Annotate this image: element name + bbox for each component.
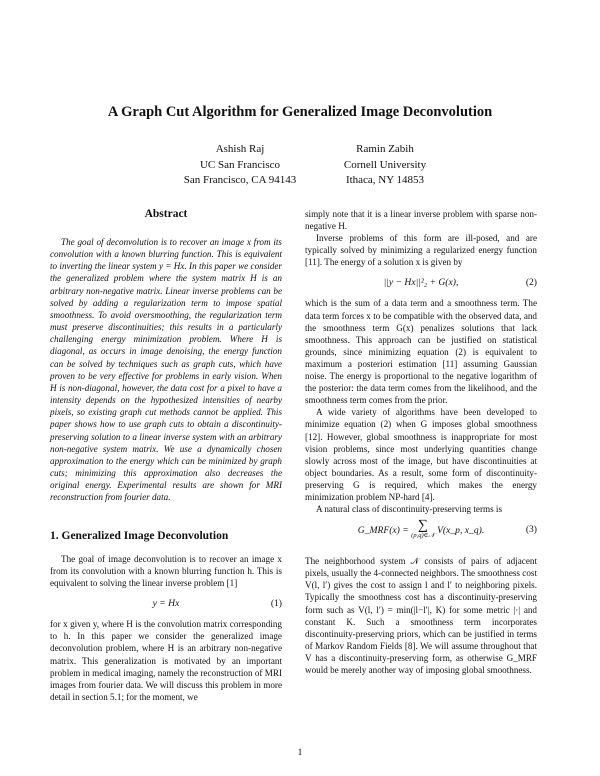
author-location: Ithaca, NY 14853: [345, 174, 425, 186]
author-name: Ramin Zabih: [356, 143, 414, 155]
abstract-heading: Abstract: [144, 208, 188, 220]
equation-number: (2): [525, 277, 537, 289]
author-location: San Francisco, CA 94143: [183, 174, 297, 186]
author-name: Ashish Raj: [215, 143, 265, 155]
summation-limit: (p,q)∈𝒩: [411, 532, 435, 540]
abstract-body: [50, 236, 282, 503]
equation-2: [305, 274, 537, 291]
equation-lhs: G_MRF(x) =: [357, 525, 409, 537]
summation-symbol: ∑: [417, 518, 428, 534]
equation-expression: ||y − Hx||²₂ + G(x),: [383, 277, 459, 289]
equation-expression: [305, 518, 537, 541]
paragraph: Inverse problems of this form are ill-posed, and are typically solved by minimizing a regularized energy function [11]. The energy of a solution x is given by: [305, 233, 537, 268]
equation-number: (3): [525, 524, 537, 536]
author-affiliation: Cornell University: [343, 158, 427, 171]
paragraph: for x given y, where H is the convolution matrix corresponding to h. In this paper we consider the generalized image deconvolution problem, where H is an arbitrary non-negative matrix. This generalization is motivated by an important problem in medical imaging, namely the reconstruction of MRI images from fourier data. We will discuss this problem in more detail in section 5.1; for the moment, we: [50, 619, 282, 702]
paragraph: The goal of image deconvolution is to recover an image x from its convolution with a known blurring function h. This is equivalent to solving the linear inverse problem [1]: [50, 554, 282, 589]
paragraph: which is the sum of a data term and a smoothness term. The data term forces x to be compatible with the observed data, and the smoothness term G(x) penalizes solutions that lack smoothness. This approach can be justified on statistical grounds, since minimizing equation (2) is equivalent to maximum a posteriori estimation [11] assuming Gaussian noise. The energy is proportional to the negative logarithm of the posterior: the data term comes from the likelihood, and the smoothness term comes from the prior.: [305, 298, 537, 406]
equation-rhs: V(x_p, x_q).: [437, 525, 485, 537]
author-affiliation: UC San Francisco: [199, 158, 281, 171]
equation-1: [50, 595, 282, 612]
paragraph: A natural class of discontinuity-preserving terms is: [316, 504, 503, 515]
summation: [411, 518, 435, 541]
paper-title: A Graph Cut Algorithm for Generalized Image Deconvolution: [107, 104, 493, 120]
author-block-2: [285, 142, 485, 189]
paragraph: simply note that it is a linear inverse problem with sparse non-negative H.: [305, 209, 537, 232]
equation-expression: y = Hx: [152, 598, 180, 610]
page-number: 1: [297, 748, 303, 758]
paragraph: A wide variety of algorithms have been developed to minimize equation (2) when G imposes global smoothness [12]. However, global smoothness is inappropriate for most vision problems, since most underlying quantities change slowly across most of the image, but have discontinuities at object boundaries. As a result, some form of discontinuity-preserving G is required, which makes the energy minimization problem NP-hard [4].: [305, 407, 537, 502]
left-column-body: [50, 553, 282, 703]
equation-number: (1): [270, 598, 282, 610]
right-column-body: [305, 208, 537, 676]
abstract-text: The goal of deconvolution is to recover an image x from its convolution with a known blurring function. This is equivalent to inverting the linear system y = Hx. In this paper we consider the generalized problem where the system matrix H is an arbitrary non-negative matrix. Linear inverse problems can be solved by adding a regularization term to impose spatial smoothness. To avoid oversmoothing, the regularization term must preserve discontinuities; this results in a particularly challenging energy minimization problem. Where H is diagonal, as occurs in image denoising, the energy function can be solved by techniques such as graph cuts, which have proven to be very effective for problems in early vision. When H is non-diagonal, however, the data cost for a pixel to have a intensity depends on the hypothesized intensities of nearby pixels, so existing graph cut methods cannot be applied. This paper shows how to use graph cuts to obtain a discontinuity-preserving solution to a linear inverse system with an arbitrary non-negative system matrix. We use a dynamically chosen approximation to the energy which can be minimized by graph cuts; minimizing this approximation also decreases the original energy. Experimental results are shown for MRI reconstruction from fourier data.: [50, 237, 282, 503]
section-heading: 1. Generalized Image Deconvolution: [50, 530, 229, 542]
paragraph: The neighborhood system 𝒩 consists of pairs of adjacent pixels, usually the 4-connected neighbors. The smoothness cost V(l, l′) gives the cost to assign l and l′ to neighboring pixels. Typically the smoothness cost has a discontinuity-preserving form such as V(l, l′) = min(|l−l′|, K) for some metric |·| and constant K. Such a smoothness term incorporates discontinuity-preserving priors, which can be justified in terms of Markov Random Fields [8]. We will assume throughout that V has a discontinuity-preserving form, as otherwise G_MRF would be merely another way of imposing global smoothness.: [305, 556, 537, 675]
equation-3: [305, 518, 537, 549]
